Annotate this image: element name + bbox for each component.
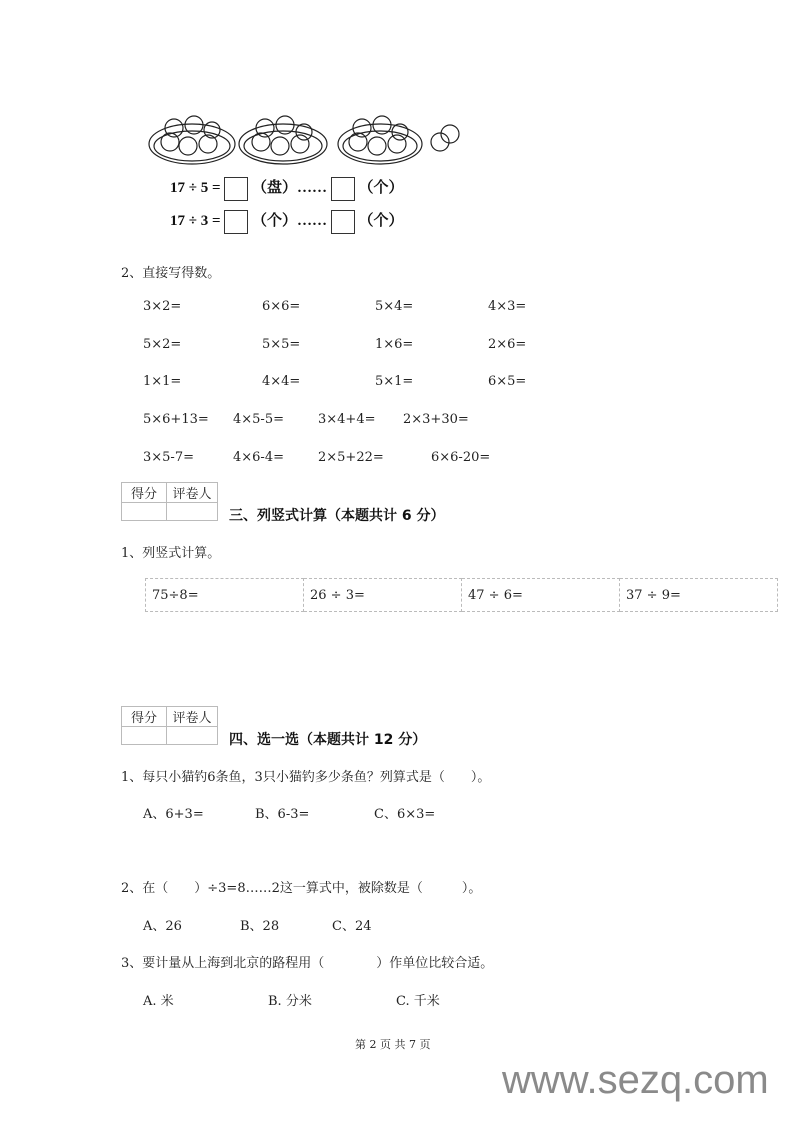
math-item: 5×5=: [262, 337, 301, 352]
apples-illustration: [148, 108, 478, 172]
option-a[interactable]: A、26: [143, 919, 182, 934]
answer-box[interactable]: [224, 177, 248, 201]
option-b[interactable]: B、6-3=: [255, 807, 310, 822]
score-cell[interactable]: [122, 727, 167, 745]
score-label: 得分: [122, 483, 167, 503]
option-a[interactable]: A. 米: [143, 994, 174, 1009]
section-4-title: 四、选一选（本题共计 12 分）: [229, 732, 427, 748]
page-number: 第 2 页 共 7 页: [355, 1038, 431, 1051]
math-item: 4×5-5=: [233, 412, 284, 427]
choice-question-3: 3、要计量从上海到北京的路程用（ ）作单位比较合适。: [121, 956, 494, 971]
grader-label: 评卷人: [167, 483, 218, 503]
calc-cell: 47 ÷ 6=: [462, 579, 620, 612]
question-2-title: 2、直接写得数。: [121, 266, 221, 281]
math-item: 5×2=: [143, 337, 182, 352]
vertical-calc-table: [145, 578, 778, 612]
math-item: 5×4=: [375, 299, 414, 314]
score-label: 得分: [122, 707, 167, 727]
math-item: 6×6-20=: [431, 450, 491, 465]
option-a[interactable]: A、6+3=: [143, 807, 204, 822]
section-3-question-1: 1、列竖式计算。: [121, 546, 221, 561]
math-item: 4×6-4=: [233, 450, 284, 465]
math-item: 2×5+22=: [318, 450, 384, 465]
choice-question-2: 2、在（ ）÷3=8……2这一算式中，被除数是（ ）。: [121, 881, 482, 896]
math-item: 6×5=: [488, 374, 527, 389]
math-item: 3×2=: [143, 299, 182, 314]
grader-label: 评卷人: [167, 707, 218, 727]
grader-cell[interactable]: [167, 727, 218, 745]
math-item: 4×3=: [488, 299, 527, 314]
answer-box[interactable]: [224, 210, 248, 234]
calc-cell: 37 ÷ 9=: [620, 579, 778, 612]
math-item: 2×6=: [488, 337, 527, 352]
option-b[interactable]: B. 分米: [268, 994, 312, 1009]
apple-plates-icon: [148, 108, 478, 168]
math-item: 4×4=: [262, 374, 301, 389]
option-c[interactable]: C、24: [332, 919, 372, 934]
option-c[interactable]: C、6×3=: [374, 807, 436, 822]
equation-row-1: 17 ÷ 5 = （盘）…… （个）: [170, 176, 404, 201]
answer-box[interactable]: [331, 177, 355, 201]
math-item: 5×6+13=: [143, 412, 209, 427]
option-b[interactable]: B、28: [240, 919, 280, 934]
grader-cell[interactable]: [167, 503, 218, 521]
score-cell[interactable]: [122, 503, 167, 521]
score-box: [121, 706, 218, 745]
math-item: 1×1=: [143, 374, 182, 389]
option-c[interactable]: C. 千米: [396, 994, 440, 1009]
watermark: www.sezq.com: [502, 1058, 769, 1102]
math-item: 6×6=: [262, 299, 301, 314]
math-item: 3×4+4=: [318, 412, 376, 427]
section-3-title: 三、列竖式计算（本题共计 6 分）: [229, 508, 445, 524]
math-item: 2×3+30=: [403, 412, 469, 427]
math-item: 1×6=: [375, 337, 414, 352]
equation-row-2: 17 ÷ 3 = （个）…… （个）: [170, 209, 404, 234]
choice-question-1: 1、每只小猫钓6条鱼，3只小猫钓多少条鱼？列算式是（ ）。: [121, 770, 491, 785]
math-item: 5×1=: [375, 374, 414, 389]
calc-cell: 75÷8=: [146, 579, 304, 612]
calc-cell: 26 ÷ 3=: [304, 579, 462, 612]
answer-box[interactable]: [331, 210, 355, 234]
math-item: 3×5-7=: [143, 450, 194, 465]
score-box: [121, 482, 218, 521]
